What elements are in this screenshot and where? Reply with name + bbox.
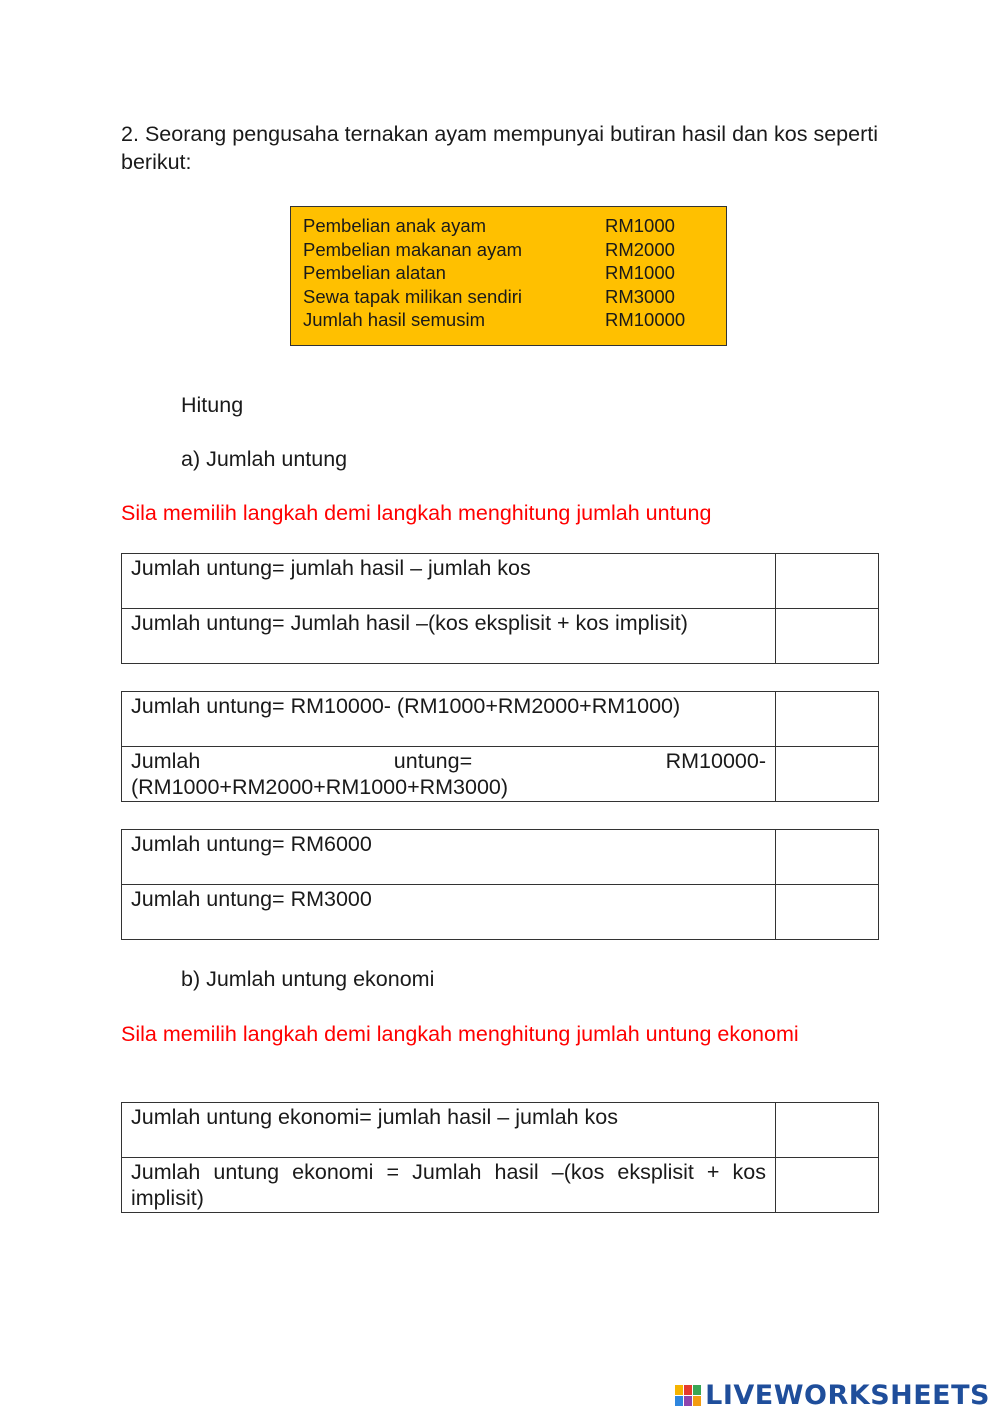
table-row — [122, 747, 879, 802]
table-row — [122, 830, 879, 885]
part-a-heading: a) Jumlah untung — [181, 447, 348, 471]
instruction-a: Sila memilih langkah demi langkah menghitung jumlah untung — [121, 501, 712, 525]
table-row — [122, 609, 879, 664]
option-text: Jumlah untung ekonomi= jumlah hasil – jumlah kos — [122, 1103, 776, 1158]
answer-box[interactable] — [776, 1103, 879, 1158]
info-row — [303, 238, 726, 262]
part-b-heading: b) Jumlah untung ekonomi — [181, 967, 435, 991]
answer-box[interactable] — [776, 554, 879, 609]
info-label: Sewa tapak milikan sendiri — [303, 285, 523, 307]
answer-box[interactable] — [776, 830, 879, 885]
info-value: RM1000 — [605, 215, 675, 236]
table-row — [122, 1158, 879, 1213]
options-table-a3 — [121, 829, 879, 940]
answer-box[interactable] — [776, 747, 879, 802]
option-text: Jumlah untung= RM10000-(RM1000+RM2000+RM1000+RM3000) — [122, 747, 776, 802]
info-value: RM3000 — [605, 285, 675, 307]
info-label: Jumlah hasil semusim — [303, 309, 485, 330]
info-value: RM2000 — [605, 238, 675, 260]
logo-icon — [675, 1385, 701, 1406]
options-table-a1 — [121, 553, 879, 664]
option-text: Jumlah untung= jumlah hasil – jumlah kos — [122, 554, 776, 609]
options-table-b1 — [121, 1102, 879, 1213]
table-row — [122, 885, 879, 940]
info-row — [303, 285, 726, 309]
hitung-label: Hitung — [181, 393, 244, 417]
answer-box[interactable] — [776, 1158, 879, 1213]
option-text: Jumlah untung ekonomi = Jumlah hasil –(kos eksplisit + kos implisit) — [122, 1158, 776, 1213]
info-row — [303, 214, 726, 238]
options-table-a2 — [121, 691, 879, 802]
answer-box[interactable] — [776, 609, 879, 664]
info-row — [303, 308, 726, 332]
info-row — [303, 261, 726, 285]
cost-info-box — [290, 206, 727, 346]
table-row — [122, 1103, 879, 1158]
table-row — [122, 554, 879, 609]
answer-box[interactable] — [776, 885, 879, 940]
option-text: Jumlah untung= RM3000 — [122, 885, 776, 940]
option-text: Jumlah untung= RM10000- (RM1000+RM2000+RM1000) — [122, 692, 776, 747]
liveworksheets-logo — [675, 1380, 990, 1411]
info-label: Pembelian anak ayam — [303, 215, 487, 236]
question-intro: 2. Seorang pengusaha ternakan ayam mempunyai butiran hasil dan kos seperti berikut: — [121, 122, 878, 174]
option-text: Jumlah untung= Jumlah hasil –(kos eksplisit + kos implisit) — [122, 609, 776, 664]
info-label: Pembelian makanan ayam — [303, 238, 523, 260]
table-row — [122, 692, 879, 747]
info-value: RM1000 — [605, 262, 675, 283]
answer-box[interactable] — [776, 692, 879, 747]
logo-text: LIVEWORKSHEETS — [705, 1380, 990, 1411]
option-text: Jumlah untung= RM6000 — [122, 830, 776, 885]
info-label: Pembelian alatan — [303, 262, 446, 283]
info-value: RM10000 — [605, 309, 686, 330]
instruction-b: Sila memilih langkah demi langkah menghitung jumlah untung ekonomi — [121, 1022, 799, 1046]
